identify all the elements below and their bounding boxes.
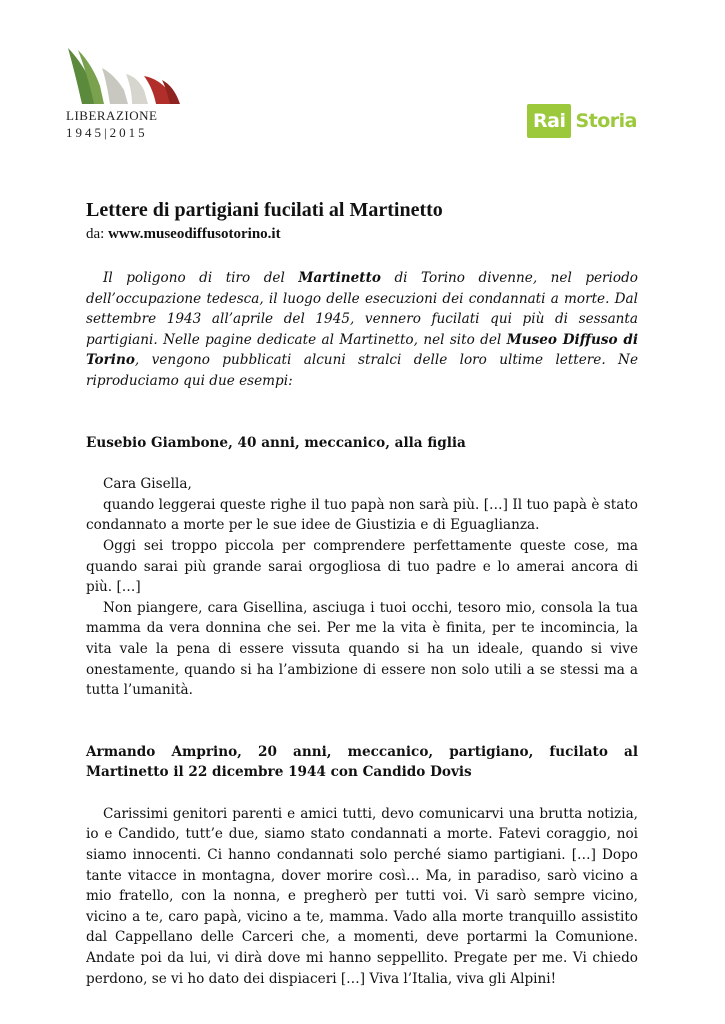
intro-paragraph	[86, 268, 638, 392]
letter-1-paragraph: Oggi sei troppo piccola per comprendere perfettamente queste cose, ma quando sarai più grande sarai orgogliosa di tuo padre e lo amerai ancora di più. […]	[86, 537, 638, 596]
liberazione-flag-icon	[66, 46, 184, 106]
rai-storia-logo	[527, 99, 637, 143]
letter-2-paragraph: Carissimi genitori parenti e amici tutti, devo comunicarvi una brutta notizia, io e Candido, tutt’e due, siamo stato condannati a morte. Fatevi coraggio, noi siamo innocenti. Ci hanno condannati solo perché siamo partigiani. […] Dopo tante vitacce in montagna, dover morire così… Ma, in paradiso, sarò vicino a mio fratello, con la nonna, e pregherò per tutti voi. Vi sarò sempre vicino, vicino a te, caro papà, vicino a te, mamma. Vado alla morte tranquillo assistito dal Cappellano delle Carceri che, a momenti, deve portarmi la Comunione. Andate poi da lui, vi dirà dove mi hanno seppellito. Pregate per me. Vi chiedo perdono, se vi ho dato dei dispiaceri […] Viva l’Italia, viva gli Alpini!	[86, 805, 638, 987]
letter-1-paragraph: Cara Gisella,	[103, 476, 192, 493]
document-body	[86, 196, 638, 989]
intro-text-1: Il poligono di tiro del	[103, 270, 299, 286]
rai-logo-box: Rai	[527, 104, 571, 138]
source-url: www.museodiffusotorino.it	[108, 226, 281, 242]
document-source	[86, 224, 638, 244]
source-prefix: da:	[86, 226, 105, 242]
liberazione-years: 1945|2015	[66, 125, 148, 140]
storia-logo-text: Storia	[575, 110, 637, 132]
liberazione-word: LIBERAZIONE	[66, 108, 158, 123]
document-title: Lettere di partigiani fucilati al Martinetto	[86, 199, 443, 221]
intro-text-3: , vengono pubblicati alcuni stralci delle loro ultime lettere. Ne riproduciamo qui due esempi:	[86, 352, 638, 389]
letter-1-paragraph: Non piangere, cara Gisellina, asciuga i tuoi occhi, tesoro mio, consola la tua mamma da vera donnina che sei. Per me la vita è finita, per te incomincia, la vita vale la pena di essere vissuta quando si ha un ideale, quando si vive onestamente, quando si ha l’ambizione di essere non solo utili a se stessi ma a tutta l’umanità.	[86, 599, 638, 699]
liberazione-logo	[66, 46, 184, 146]
intro-text-2: di Torino divenne, nel periodo dell’occupazione tedesca, il luogo delle esecuzioni dei condannati a morte. Dal settembre 1943 all’aprile del 1945, vennero fucilati qui più di sessanta partigiani. Nelle pagine dedicate al Martinetto, nel sito del	[86, 270, 638, 348]
intro-bold-martinetto: Martinetto	[298, 270, 381, 286]
intro-bold-museo: Museo Diffuso di Torino	[86, 331, 638, 369]
letter-1-heading: Eusebio Giambone, 40 anni, meccanico, alla figlia	[86, 434, 466, 451]
letter-1-paragraph: quando leggerai queste righe il tuo papà non sarà più. […] Il tuo papà è stato condannato a morte per le sue idee de Giustizia e di Eguaglianza.	[86, 496, 638, 534]
letter-2-heading: Armando Amprino, 20 anni, meccanico, partigiano, fucilato al Martinetto il 22 dicembre 1944 con Candido Dovis	[86, 743, 638, 781]
